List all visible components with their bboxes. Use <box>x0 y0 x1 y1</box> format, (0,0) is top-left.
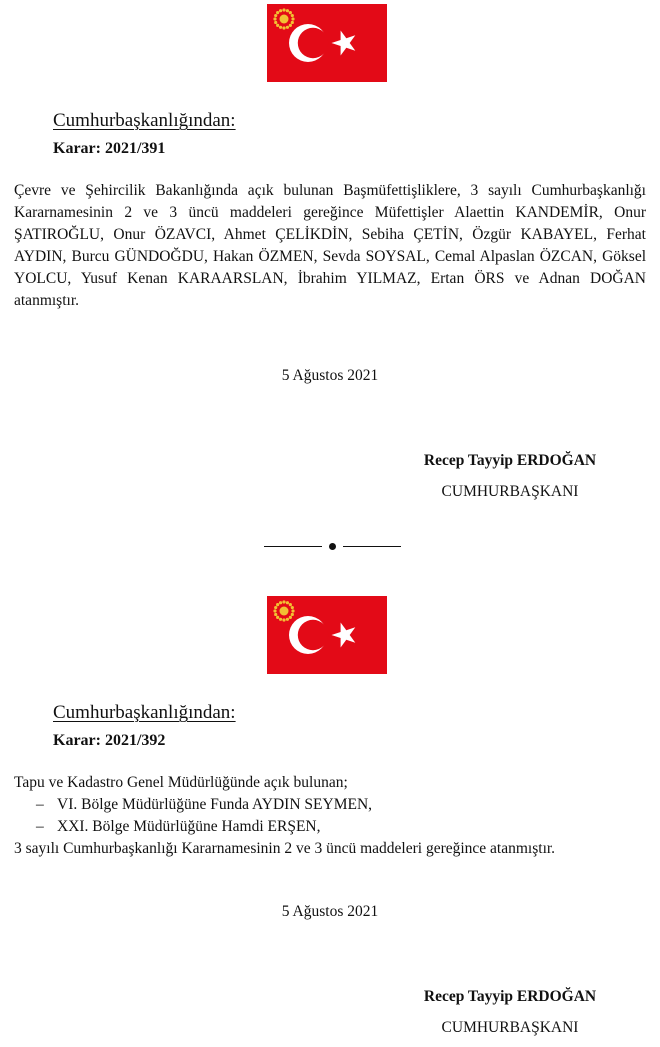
seal-star <box>291 14 294 17</box>
seal-star <box>282 26 285 29</box>
issuer-heading: Cumhurbaşkanlığından: <box>53 702 236 723</box>
seal-star <box>276 11 279 14</box>
seal-star <box>286 601 289 604</box>
seal-star <box>274 21 277 24</box>
decision-number: Karar: 2021/391 <box>53 140 166 157</box>
seal-star <box>279 601 282 604</box>
decision-date: 5 Ağustos 2021 <box>281 367 379 384</box>
appointment-list <box>14 794 646 838</box>
list-item <box>14 794 646 816</box>
seal-star <box>282 618 285 621</box>
seal-star <box>291 606 294 609</box>
seal-star <box>276 24 279 27</box>
seal-star <box>276 603 279 606</box>
seal-star <box>276 616 279 619</box>
seal-star <box>282 8 285 11</box>
crescent-inner <box>298 620 328 650</box>
seal-star <box>286 26 289 29</box>
decision-body-paragraph: Çevre ve Şehircilik Bakanlığında açık bulunan Başmüfettişliklere, 3 sayılı Cumhurbaşkanlığı Kararnamesinin 2 ve 3 üncü maddeleri gereğince Müfettişler Alaettin KANDEMİR, Onur ŞATIROĞLU, Onur ÖZAVCI, Ahmet ÇELİKDİN, Sebiha ÇETİN, Özgür KABAYEL, Ferhat AYDIN, Burcu GÜNDOĞDU, Hakan ÖZMEN, Sevda SOYSAL, Cemal Alpaslan ÖZCAN, Göksel YOLCU, Yusuf Kenan KARAARSLAN, İbrahim YILMAZ, Ertan ÖRS ve Adnan DOĞAN atanmıştır. <box>14 182 646 309</box>
seal-star <box>273 17 276 20</box>
seal-star <box>286 9 289 12</box>
signer-title: CUMHURBAŞKANI <box>441 1019 579 1036</box>
list-marker: – <box>36 796 44 813</box>
decision-2021-392 <box>0 592 660 1047</box>
seal-star <box>291 17 294 20</box>
seal-star <box>289 11 292 14</box>
list-marker: – <box>36 818 44 835</box>
decision-outro: 3 sayılı Cumhurbaşkanlığı Kararnamesinin 2 ve 3 üncü maddeleri gereğince atanmıştır. <box>14 840 556 857</box>
crescent-inner <box>298 28 328 58</box>
separator-dot-icon <box>329 543 336 550</box>
seal-star <box>289 603 292 606</box>
decision-number: Karar: 2021/392 <box>53 732 166 749</box>
decision-date: 5 Ağustos 2021 <box>281 903 379 920</box>
seal-star <box>274 613 277 616</box>
seal-star <box>291 613 294 616</box>
list-item-text: XXI. Bölge Müdürlüğüne Hamdi ERŞEN, <box>57 818 321 835</box>
issuer-heading: Cumhurbaşkanlığından: <box>53 110 236 131</box>
seal-star <box>274 14 277 17</box>
decision-body <box>14 772 646 860</box>
seal-star <box>291 21 294 24</box>
signer-name: Recep Tayyip ERDOĞAN <box>423 988 597 1005</box>
separator-line-right <box>343 546 401 547</box>
seal-star <box>279 9 282 12</box>
seal-star <box>282 600 285 603</box>
seal-star <box>289 24 292 27</box>
list-item-text: VI. Bölge Müdürlüğüne Funda AYDIN SEYMEN, <box>57 796 373 813</box>
signer-name: Recep Tayyip ERDOĞAN <box>423 452 597 469</box>
seal-star <box>286 618 289 621</box>
signer-title: CUMHURBAŞKANI <box>441 483 579 500</box>
list-item <box>14 816 646 838</box>
seal-star <box>289 616 292 619</box>
seal-center <box>280 15 289 24</box>
flag-icon <box>267 596 387 674</box>
seal-star <box>279 618 282 621</box>
seal-star <box>274 606 277 609</box>
turkish-flag-emblem <box>267 4 387 82</box>
section-separator <box>264 542 401 552</box>
seal-center <box>280 607 289 616</box>
turkish-flag-emblem <box>267 596 387 674</box>
decision-body <box>14 180 646 312</box>
decision-intro: Tapu ve Kadastro Genel Müdürlüğünde açık bulunan; <box>14 774 348 791</box>
seal-star <box>291 609 294 612</box>
seal-star <box>273 609 276 612</box>
separator-line-left <box>264 546 322 547</box>
flag-icon <box>267 4 387 82</box>
seal-star <box>279 26 282 29</box>
